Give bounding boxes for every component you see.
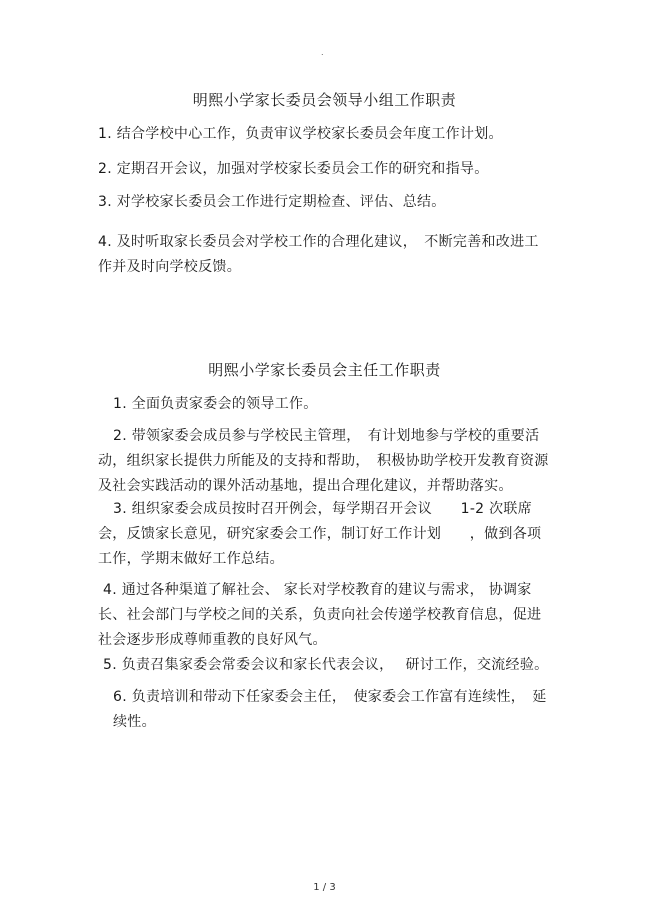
section2-item-2: 2. 带领家委会成员参与学校民主管理， 有计划地参与学校的重要活动，组织家长提供力所能及的支持和帮助， 积极协助学校开发教育资源及社会实践活动的课外活动基地，提出合理化建议，并帮助落实。 bbox=[98, 428, 549, 494]
section1-item-3: 3. 对学校家长委员会工作进行定期检查、评估、总结。 bbox=[98, 194, 446, 210]
section2-title: 明熙小学家长委员会主任工作职责 bbox=[208, 361, 441, 379]
section2-item-6: 6. 负责培训和带动下任家委会主任， 使家委会工作富有连续性， 延续性。 bbox=[113, 689, 547, 730]
section2-item-4: 4. 通过各种渠道了解社会、 家长对学校教育的建议与需求， 协调家长、社会部门与学校之间的关系，负责向社会传递学校教育信息，促进社会逐步形成尊师重教的良好风气。 bbox=[98, 582, 542, 648]
section2-item-5: 5. 负责召集家委会常委会议和家长代表会议， 研讨工作，交流经验。 bbox=[103, 657, 549, 673]
section1-item-4: 4. 及时听取家长委员会对学校工作的合理化建议， 不断完善和改进工作并及时向学校反馈。 bbox=[98, 234, 539, 275]
section2-item-3: 3. 组织家委会成员按时召开例会，每学期召开会议 1-2 次联席会，反馈家长意见，研究家委会工作，制订好工作计划 ，做到各项工作，学期末做好工作总结。 bbox=[98, 501, 542, 567]
section1-item-2: 2. 定期召开会议，加强对学校家长委员会工作的研究和指导。 bbox=[98, 161, 489, 177]
section2-item-1: 1. 全面负责家委会的领导工作。 bbox=[113, 396, 318, 412]
section1-item-1: 1. 结合学校中心工作，负责审议学校家长委员会年度工作计划。 bbox=[98, 126, 503, 142]
header-mark: . bbox=[321, 48, 324, 57]
page-number: 1 / 3 bbox=[313, 882, 336, 893]
section1-title: 明熙小学家长委员会领导小组工作职责 bbox=[192, 91, 457, 109]
